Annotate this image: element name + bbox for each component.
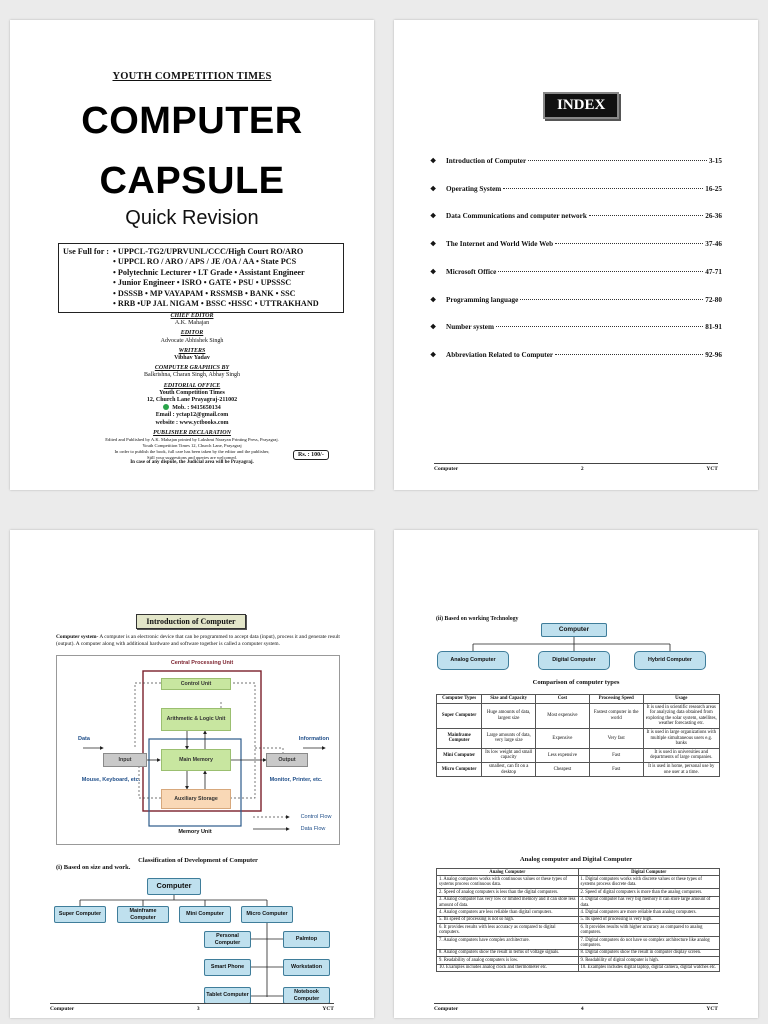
leader-dots [589, 215, 703, 216]
tree-node-tablet: Tablet Computer [204, 987, 251, 1004]
cover-page [10, 20, 374, 490]
table-cell: Cheapest [536, 762, 590, 776]
diamond-bullet-icon: ❖ [430, 323, 437, 332]
exam-line: • RRB •UP JAL NIGAM • BSSC •HSSC • UTTRAKHAND [113, 299, 319, 309]
exam-line: • DSSSB • MP VAYAPAM • RSSMSB • BANK • SSC [113, 288, 296, 298]
computer-types-page [394, 530, 758, 1018]
cover-title-line2: CAPSULE [99, 160, 285, 202]
table-cell: 3. Digital computer has very big memory it can store large amount of data. [578, 896, 720, 909]
use-full-label: Use Full for : [63, 247, 110, 256]
table-cell: 1. Analog computers works with continuous values or these types of systems process continuous data. [437, 876, 579, 889]
leader-dots [520, 299, 703, 300]
office-email: Email : yctap12@gmail.com [155, 412, 229, 419]
auxiliary-storage-box: Auxiliary Storage [161, 789, 231, 809]
tree-node-mainframe: Mainframe Computer [117, 906, 169, 923]
comparison-table-body [437, 703, 720, 777]
declaration-line: Youth Competition Times 12, Church Lane, Prayagraj [142, 443, 242, 449]
table-cell: Its low weight and small capacity [482, 748, 536, 762]
index-item-title: Operating System [446, 184, 502, 193]
control-unit-box: Control Unit [161, 678, 231, 690]
index-item-pages: 3-15 [708, 157, 722, 165]
table-cell: Very fast [589, 728, 643, 748]
table-cell: 2. Speed of digital computers is more than the analog computers. [578, 889, 720, 896]
table-row [437, 964, 720, 971]
table-row [437, 937, 720, 950]
footer-right: YCT [706, 1006, 718, 1012]
column-header: Cost [536, 695, 590, 704]
diamond-bullet-icon: ❖ [430, 184, 437, 193]
diamond-bullet-icon: ❖ [430, 240, 437, 249]
tech-node-hybrid: Hybrid Computer [634, 651, 706, 670]
data-flow-legend: Data Flow [300, 826, 326, 832]
information-label: Information [298, 736, 330, 742]
index-item-title: Microsoft Office [446, 267, 497, 276]
table-header-row [437, 869, 720, 876]
alu-box: Arithmetic & Logic Unit [161, 708, 231, 731]
memory-unit-label: Memory Unit [178, 829, 212, 835]
credits-block [70, 310, 314, 461]
exam-line: • Polytechnic Lecturer • LT Grade • Assistant Engineer [113, 267, 305, 277]
index-item-title: Programming language [446, 295, 519, 304]
exam-line: • UPPCL-TG2/UPRVUNL/CCC/High Court RO/ARO [113, 247, 304, 256]
output-box: Output [266, 753, 308, 767]
table-cell: 4. Analog computers are less reliable than digital computers. [437, 909, 579, 916]
classification-subtitle: (i) Based on size and work. [56, 864, 131, 871]
output-devices-label: Monitor, Printer, etc. [269, 777, 323, 783]
index-item[interactable] [430, 156, 722, 165]
index-item[interactable] [430, 322, 722, 331]
input-box: Input [103, 753, 147, 767]
table-row [437, 949, 720, 956]
use-full-for-box [58, 243, 344, 313]
classification-title: Classification of Development of Computer [138, 857, 258, 864]
index-heading: INDEX [543, 92, 619, 119]
dispute-note: In case of any dispute, the Judicial area will be Prayagraj. [130, 460, 254, 465]
price-tag: Rs. : 100/- [293, 450, 329, 460]
data-label: Data [78, 736, 90, 742]
tech-tree-root: Computer [541, 623, 607, 637]
index-item[interactable] [430, 267, 722, 276]
diamond-bullet-icon: ❖ [430, 350, 437, 359]
table-cell: smallest, can fit on a desktop [482, 762, 536, 776]
working-technology-subtitle: (ii) Based on working Technology [436, 616, 519, 622]
intro-label: Computer system- [56, 634, 99, 640]
column-header: Usage [643, 695, 719, 704]
index-item-pages: 92-96 [705, 350, 722, 359]
table-row [437, 876, 720, 889]
table-row [437, 909, 720, 916]
graphics-label: COMPUTER GRAPHICS BY [154, 365, 230, 372]
tree-node-personal: Personal Computer [204, 931, 251, 948]
table-cell: 8. Digital computers show the result in computer display screen. [578, 949, 720, 956]
index-item-pages: 26-36 [705, 212, 722, 221]
exam-list [113, 247, 319, 309]
column-header: Analog Computer [437, 869, 579, 876]
table-cell: 4. Digital computers are more reliable than analog computers. [578, 909, 720, 916]
footer-right: YCT [322, 1006, 334, 1012]
tech-node-digital: Digital Computer [538, 651, 610, 670]
table-cell: Expensive [536, 728, 590, 748]
table-cell: It is used in large organizations with multiple simultaneous users e.g. banks [643, 728, 719, 748]
chief-editor-name: A.K. Mahajan [174, 320, 210, 327]
diamond-bullet-icon: ❖ [430, 157, 437, 165]
table-cell: 6. It provides results with less accuracy as compared to digital computers. [437, 924, 579, 937]
table-cell: Mainframe Computer [437, 728, 482, 748]
tree-root-computer: Computer [147, 878, 201, 895]
whatsapp-icon [163, 404, 169, 410]
index-item-title: Number system [446, 323, 494, 332]
table-cell: Most expensive [536, 703, 590, 728]
table-cell: 9. Readability of digital computer is high. [578, 957, 720, 964]
tree-node-palmtop: Palmtop [283, 931, 330, 948]
page-footer [434, 1003, 718, 1012]
footer-right: YCT [706, 466, 718, 472]
table-cell: 7. Digital computers do not have so complex architecture like analog computers. [578, 937, 720, 950]
table-cell: Micro Computer [437, 762, 482, 776]
declaration-line: Edited and Published by A.K. Mahajan printed by Lakshmi Narayan Printing Press, Prayagraj. [105, 437, 279, 443]
tree-node-micro: Micro Computer [241, 906, 293, 923]
table-header-row [437, 695, 720, 704]
index-item-title: Introduction of Computer [446, 157, 527, 165]
table-cell: Less expensive [536, 748, 590, 762]
index-item[interactable] [430, 184, 722, 193]
leader-dots [555, 354, 703, 355]
index-item-pages: 47-71 [705, 267, 722, 276]
publisher-brand: YOUTH COMPETITION TIMES [112, 71, 272, 82]
analog-digital-table-body [437, 876, 720, 972]
table-row [437, 703, 720, 728]
tree-node-super: Super Computer [54, 906, 106, 923]
main-memory-box: Main Memory [161, 749, 231, 771]
table-cell: 10. Examples includes analog clock and thermometer etc. [437, 964, 579, 971]
table-row [437, 889, 720, 896]
table-row [437, 728, 720, 748]
page-footer [434, 463, 718, 472]
index-item-pages: 81-91 [705, 323, 722, 332]
cover-title-line1: COMPUTER [81, 100, 303, 142]
diamond-bullet-icon: ❖ [430, 295, 437, 304]
tree-node-notebook: Notebook Computer [283, 987, 330, 1004]
cover-subtitle: Quick Revision [125, 207, 259, 229]
leader-dots [555, 243, 703, 244]
table-row [437, 748, 720, 762]
table-cell: Super Computer [437, 703, 482, 728]
page-footer [50, 1003, 334, 1012]
index-item[interactable] [430, 350, 722, 359]
column-header: Size and Capacity [482, 695, 536, 704]
declaration-line: In order to publish the book, full care has been taken by the editor and the publisher, [114, 449, 270, 455]
table-cell: 2. Speed of analog computers is less than the digital computers. [437, 889, 579, 896]
tree-node-workstation: Workstation [283, 959, 330, 976]
table-row [437, 762, 720, 776]
intro-text: A computer is an electronic device that can be programmed to accept data (input), process it and generate result (output). A computer along with additional hardware and software together is called a computer system. [56, 634, 340, 647]
leader-dots [496, 326, 703, 327]
footer-page-number: 4 [580, 1006, 584, 1012]
index-item-title: Abbreviation Related to Computer [446, 350, 554, 359]
column-header: Digital Computer [578, 869, 720, 876]
footer-page-number: 2 [580, 466, 584, 472]
analog-digital-table [436, 868, 720, 972]
column-header: Computer Types [437, 695, 482, 704]
exam-line: • Junior Engineer • ISRO • GATE • PSU • UPSSSC [113, 278, 292, 288]
table-cell: 5. Its speed of processing is very high. [578, 916, 720, 923]
table-cell: Fast [589, 762, 643, 776]
diamond-bullet-icon: ❖ [430, 267, 437, 276]
index-item-pages: 72-80 [705, 295, 722, 304]
table-row [437, 957, 720, 964]
table-cell: Fast [589, 748, 643, 762]
section-title: Introduction of Computer [136, 614, 246, 629]
table-cell: 10. Examples includes digital laptop, digital camera, digital watches etc. [578, 964, 720, 971]
tree-node-smartphone: Smart Phone [204, 959, 251, 976]
index-item[interactable] [430, 239, 722, 248]
table-row [437, 924, 720, 937]
footer-page-number: 3 [196, 1006, 200, 1012]
introduction-page [10, 530, 374, 1018]
table-row [437, 896, 720, 909]
index-page [394, 20, 758, 490]
table-cell: 8. Analog computers show the result in terms of voltage signals. [437, 949, 579, 956]
table-row [437, 916, 720, 923]
office-website: website : www.yctbooks.com [155, 419, 229, 426]
index-item-pages: 16-25 [705, 184, 722, 193]
editor-name: Advocate Abhishek Singh [160, 337, 224, 344]
table-cell: 6. It provides results with higher accuracy as compared to analog computers. [578, 924, 720, 937]
input-devices-label: Mouse, Keyboard, etc. [81, 777, 141, 783]
diamond-bullet-icon: ❖ [430, 212, 437, 221]
chief-editor-label: CHIEF EDITOR [170, 313, 214, 319]
index-item-title: The Internet and World Wide Web [446, 240, 554, 249]
table-cell: It is used in home, personal use by one user at a time. [643, 762, 719, 776]
index-item[interactable] [430, 295, 722, 304]
table-cell: Mini Computer [437, 748, 482, 762]
index-item-title: Data Communications and computer network [446, 212, 587, 221]
leader-dots [498, 271, 703, 272]
writers-label: WRITERS [178, 347, 206, 354]
table-cell: Large amounts of data, very large size [482, 728, 536, 748]
table-cell: 1. Digital computers works with discrete values or these types of systems process discrete data. [578, 876, 720, 889]
index-item-pages: 37-46 [705, 240, 722, 249]
writers-name: Vibhav Yadav [174, 355, 210, 362]
table-cell: 9. Readability of analog computers is low. [437, 957, 579, 964]
tech-node-analog: Analog Computer [437, 651, 509, 670]
editor-label: EDITOR [180, 330, 204, 337]
analog-digital-title: Analog computer and Digital Computer [519, 856, 633, 863]
office-label: EDITORIAL OFFICE [163, 382, 221, 389]
table-cell: It is used in scientific research areas for analyzing data obtained from exploring the solar system, satellites, weather forecasting etc. [643, 703, 719, 728]
footer-left: Computer [50, 1006, 75, 1012]
table-cell: Huge amounts of data, largest size [482, 703, 536, 728]
index-item[interactable] [430, 211, 722, 220]
office-mobile [70, 404, 314, 412]
table-cell: 5. Its speed of processing is not so high. [437, 916, 579, 923]
table-cell: It is used in universities and departments of large companies. [643, 748, 719, 762]
declaration-line: Still your suggestions and queries are welcomed. [147, 455, 237, 461]
table-cell: 7. Analog computers have complex architecture. [437, 937, 579, 950]
comparison-title: Comparison of computer types [532, 679, 620, 686]
graphics-names: Balkrishna, Charan Singh, Abhay Singh [144, 372, 240, 379]
declaration-label: PUBLISHER DECLARATION [153, 429, 231, 436]
leader-dots [503, 188, 703, 189]
mobile-number: Mob. : 9415650134 [172, 405, 221, 412]
exam-line: • UPPCL RO / ARO / APS / JE /OA / AA • State PCS [113, 257, 297, 267]
table-cell: 3. Analog computer has very low or limited memory and it can store less amount of data. [437, 896, 579, 909]
office-name: Youth Competition Times [159, 389, 225, 396]
comparison-table [436, 694, 720, 777]
control-flow-legend: Control Flow [300, 814, 332, 820]
table-cell: Fastest computer in the world [589, 703, 643, 728]
leader-dots [528, 160, 707, 161]
footer-left: Computer [434, 466, 459, 472]
column-header: Processing Speed [589, 695, 643, 704]
tree-node-mini: Mini Computer [179, 906, 231, 923]
footer-left: Computer [434, 1006, 459, 1012]
cpu-label: Central Processing Unit [170, 660, 234, 666]
office-address: 12, Church Lane Prayagraj-211002 [146, 397, 238, 404]
